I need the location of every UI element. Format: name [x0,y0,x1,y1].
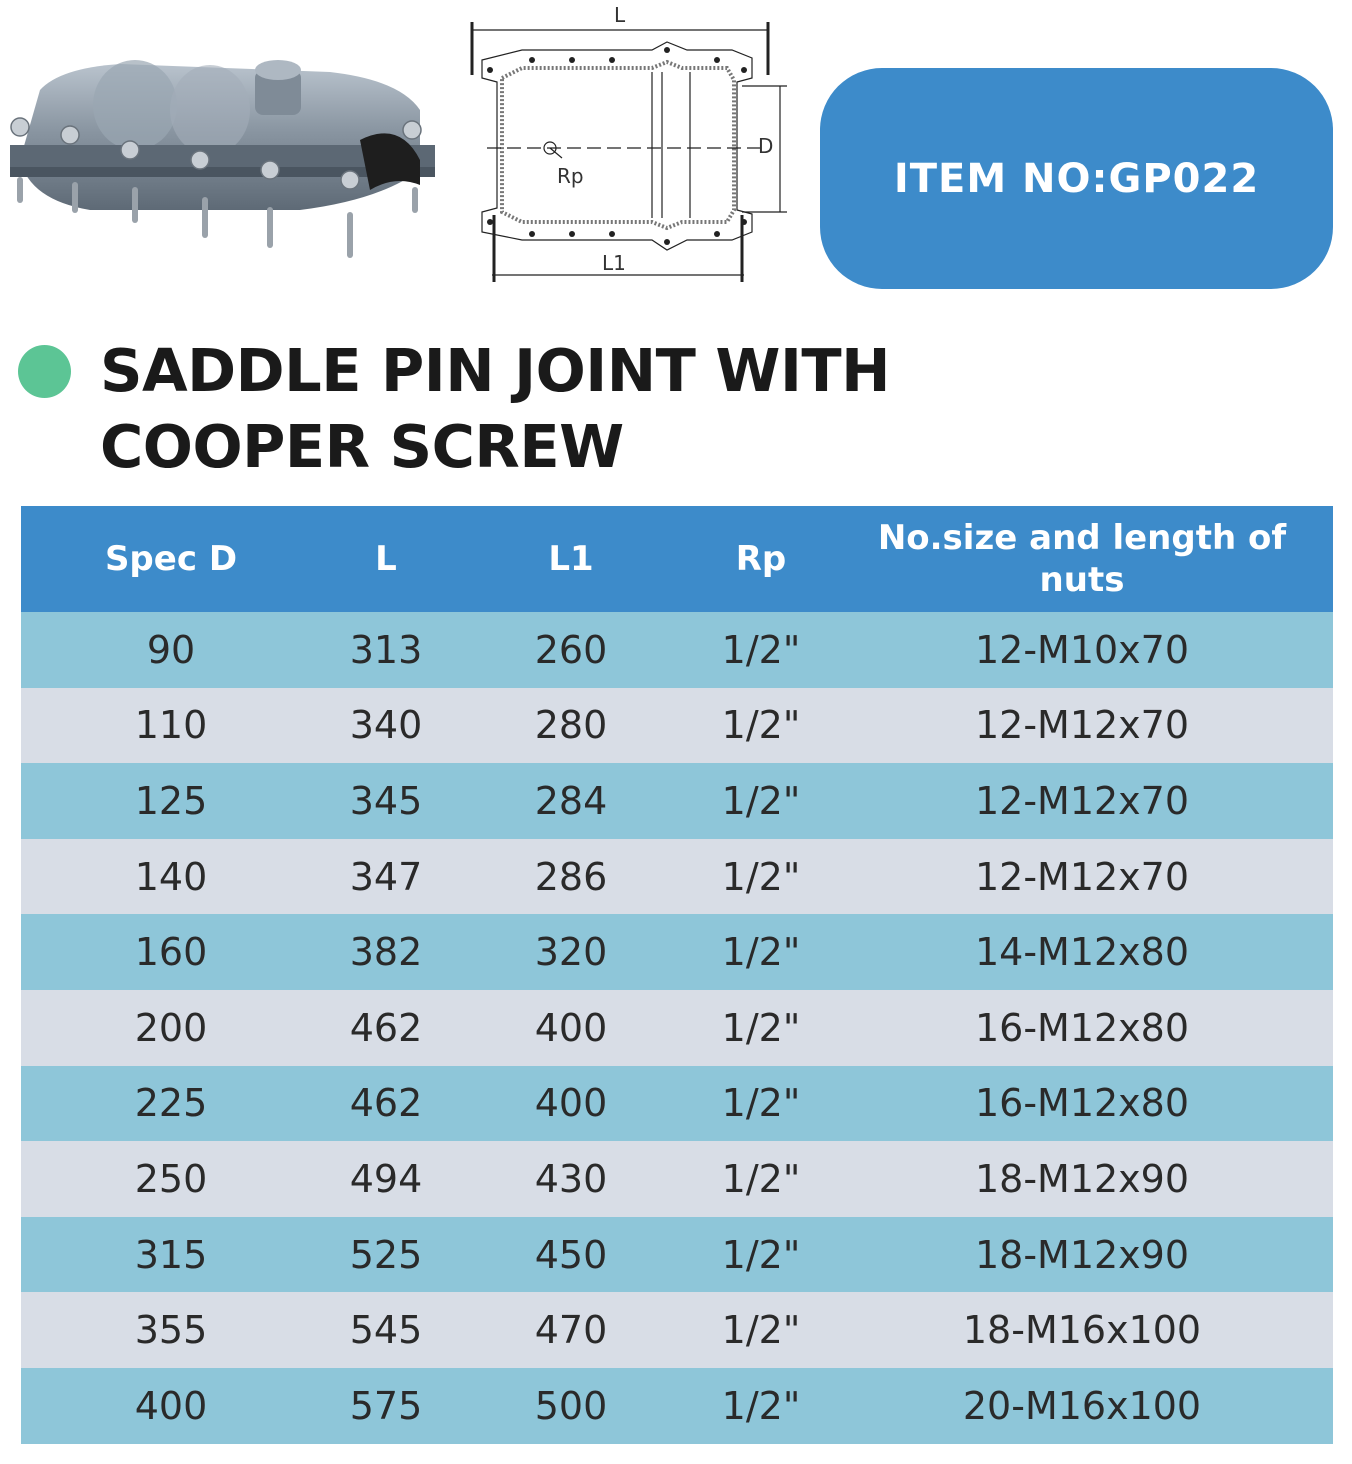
cell-nuts: 20-M16x100 [831,1368,1333,1444]
header-spec-d: Spec D [21,506,321,612]
item-number: ITEM NO:GP022 [893,155,1260,202]
product-photo [0,50,445,280]
table-row [21,1368,1333,1444]
cell-nuts: 16-M12x80 [831,990,1333,1066]
cell-l1: 430 [451,1141,691,1217]
product-title [100,333,890,485]
table-row [21,1141,1333,1217]
cell-l1: 284 [451,763,691,839]
dimension-label-L1: L1 [602,251,626,275]
dimension-label-D: D [758,134,774,158]
title-bullet [18,345,71,398]
technical-drawing [462,0,792,290]
cell-spec-d: 110 [21,688,321,764]
header-nuts: No.size and length of nuts [831,506,1333,612]
cell-nuts: 16-M12x80 [831,1066,1333,1142]
cell-spec-d: 125 [21,763,321,839]
cell-nuts: 12-M12x70 [831,763,1333,839]
cell-spec-d: 250 [21,1141,321,1217]
cell-nuts: 12-M10x70 [831,612,1333,688]
cell-spec-d: 90 [21,612,321,688]
spec-table [21,506,1333,1444]
cell-l: 462 [321,990,451,1066]
cell-l: 345 [321,763,451,839]
table-row [21,914,1333,990]
table-row [21,1066,1333,1142]
cell-l: 462 [321,1066,451,1142]
cell-spec-d: 160 [21,914,321,990]
cell-spec-d: 225 [21,1066,321,1142]
product-title-line-1: SADDLE PIN JOINT WITH [100,336,891,405]
cell-l: 575 [321,1368,451,1444]
cell-l: 545 [321,1292,451,1368]
cell-l1: 320 [451,914,691,990]
cell-rp: 1/2" [691,1368,831,1444]
cell-l: 525 [321,1217,451,1293]
product-title-line-2: COOPER SCREW [100,412,624,481]
cell-rp: 1/2" [691,990,831,1066]
cell-l: 494 [321,1141,451,1217]
cell-rp: 1/2" [691,763,831,839]
cell-rp: 1/2" [691,1141,831,1217]
spec-table-header-row [21,506,1333,612]
cell-l1: 500 [451,1368,691,1444]
cell-spec-d: 140 [21,839,321,915]
header-rp: Rp [691,506,831,612]
spec-table-body [21,612,1333,1444]
cell-rp: 1/2" [691,1066,831,1142]
cell-l1: 470 [451,1292,691,1368]
cell-l1: 286 [451,839,691,915]
cell-rp: 1/2" [691,914,831,990]
table-row [21,612,1333,688]
table-row [21,763,1333,839]
dimension-label-Rp: Rp [557,164,584,188]
cell-l1: 400 [451,990,691,1066]
cell-l1: 280 [451,688,691,764]
cell-l1: 260 [451,612,691,688]
cell-spec-d: 400 [21,1368,321,1444]
table-row [21,990,1333,1066]
cell-l1: 400 [451,1066,691,1142]
cell-l1: 450 [451,1217,691,1293]
cell-rp: 1/2" [691,688,831,764]
cell-rp: 1/2" [691,1292,831,1368]
table-row [21,1217,1333,1293]
item-number-badge [820,68,1333,289]
cell-rp: 1/2" [691,839,831,915]
cell-l: 313 [321,612,451,688]
cell-nuts: 12-M12x70 [831,839,1333,915]
header-l1: L1 [451,506,691,612]
cell-spec-d: 315 [21,1217,321,1293]
cell-nuts: 18-M12x90 [831,1217,1333,1293]
dimension-label-L: L [614,3,626,27]
table-row [21,1292,1333,1368]
cell-spec-d: 355 [21,1292,321,1368]
cell-nuts: 14-M12x80 [831,914,1333,990]
table-row [21,839,1333,915]
cell-l: 340 [321,688,451,764]
table-row [21,688,1333,764]
cell-l: 382 [321,914,451,990]
cell-rp: 1/2" [691,612,831,688]
cell-rp: 1/2" [691,1217,831,1293]
cell-nuts: 18-M12x90 [831,1141,1333,1217]
header-l: L [321,506,451,612]
cell-nuts: 12-M12x70 [831,688,1333,764]
cell-nuts: 18-M16x100 [831,1292,1333,1368]
cell-l: 347 [321,839,451,915]
cell-spec-d: 200 [21,990,321,1066]
